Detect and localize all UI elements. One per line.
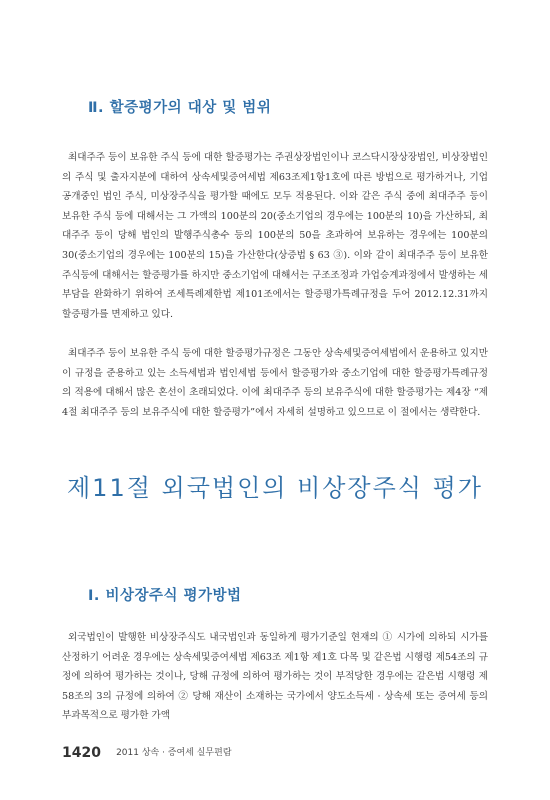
- section-ii-paragraph-2-text: 최대주주 등이 보유한 주식 등에 대한 할증평가규정은 그동안 상속세및증여세법에서 운용하고 있지만 이 규정을 준용하고 있는 소득세법과 법인세법 등에서 할증평가와 중소기업에 대한 할증평가특례규정의 적용에 대해서 많은 혼선이 초래되었다. 이에 최대주주 등의 보유주식에 대한 할증평가는 제4장 “제4절 최대주주 등의 보유주식에 대한 할증평가”에서 자세히 설명하고 있으므로 이 절에서는 생략한다.: [62, 348, 488, 418]
- page-number: 1420: [62, 745, 101, 761]
- section-ii-heading: Ⅱ. 할증평가의 대상 및 범위: [88, 100, 272, 116]
- book-title: 2011 상속 · 증여세 실무편람: [116, 748, 232, 758]
- page-footer: [62, 742, 232, 761]
- section-i-heading: Ⅰ. 비상장주식 평가방법: [88, 588, 242, 604]
- chapter-title: 제11절 외국법인의 비상장주식 평가: [66, 474, 483, 502]
- section-ii-paragraph-1-text: 최대주주 등이 보유한 주식 등에 대한 할증평가는 주권상장법인이나 코스닥시장상장법인, 비상장법인의 주식 및 출자지분에 대하여 상속세및증여세법 제63조제1항1호에 따른 방법으로 평가하거나, 기업공개중인 법인 주식, 미상장주식을 평가할 때에도 모두 적용된다. 이와 같은 주식 중에 최대주주 등이 보유한 주식 등에 대해서는 그 가액의 100분의 20(중소기업의 경우에는 100분의 10)을 가산하되, 최대주주 등이 당해 법인의 발행주식총수 등의 100분의 50을 초과하여 보유하는 경우에는 100분의 30(중소기업의 경우에는 100분의 15)을 가산한다(상증법 § 63 ③). 이와 같이 최대주주 등이 보유한 주식등에 대해서는 할증평가를 하지만 중소기업에 대해서는 구조조정과 가업승계과정에서 발생하는 세부담을 완화하기 위하여 조세특례제한법 제101조에서는 할증평가특례규정을 두어 2012.12.31까지 할증평가를 면제하고 있다.: [62, 152, 488, 320]
- section-i-paragraph-1: [62, 628, 488, 726]
- section-ii-paragraph-1: [62, 148, 488, 324]
- section-ii-paragraph-2: [62, 344, 488, 422]
- section-i-paragraph-1-text: 외국법인이 발행한 비상장주식도 내국법인과 동일하게 평가기준일 현재의 ① 시가에 의하되 시가를 산정하기 어려운 경우에는 상속세및증여세법 제63조 제1항 제1호 다목 및 같은법 시행령 제54조의 규정에 의하여 평가하는 것이나, 당해 규정에 의하여 평가하는 것이 부적당한 경우에는 같은법 시행령 제58조의 3의 규정에 의하여 ② 당해 재산이 소재하는 국가에서 양도소득세 · 상속세 또는 증여세 등의 부과목적으로 평가한 가액: [62, 632, 488, 722]
